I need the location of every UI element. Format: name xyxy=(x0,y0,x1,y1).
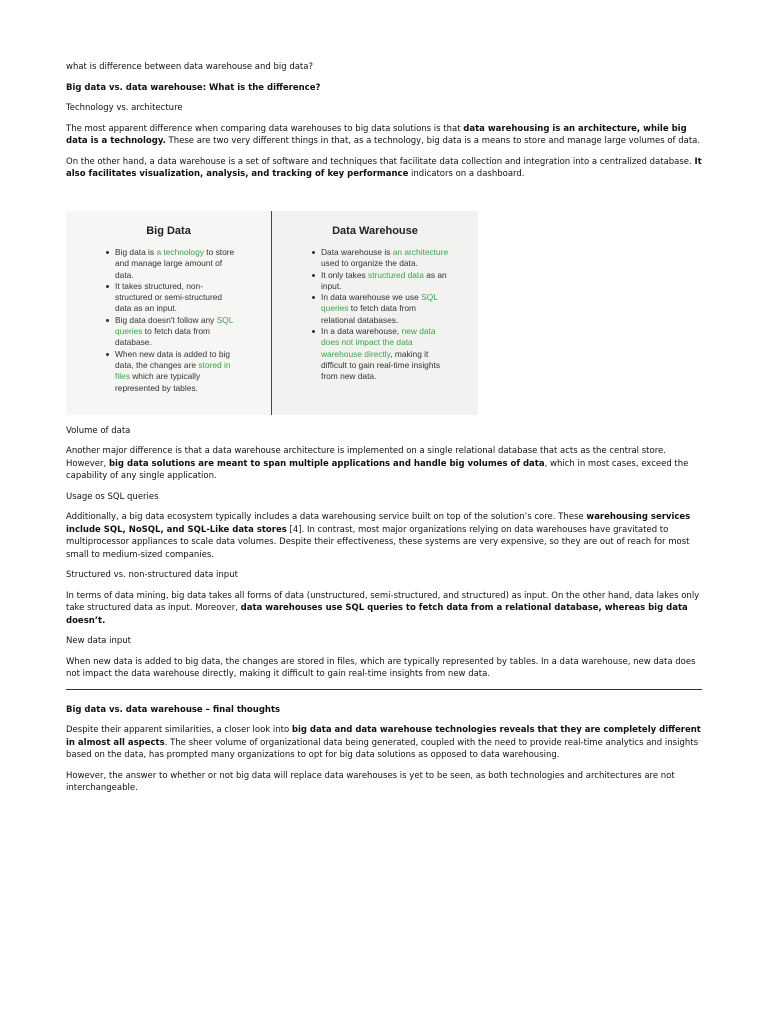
list-item: When new data is added to big data, the changes are stored in files which are typically represented by tables. xyxy=(106,349,236,394)
big-data-list xyxy=(106,247,236,394)
list-item: Big data is a technology to store and manage large amount of data. xyxy=(106,247,236,281)
section-title-structured: Structured vs. non-structured data input xyxy=(66,570,238,580)
paragraph-final-1: Despite their apparent similarities, a closer look into big data and data warehouse technologies reveals that they are completely different in almost all aspects. The sheer volume of organizational data being generated, coupled with the need to provide real-time analytics and insights based on the data, has prompted many organizations to opt for big data solutions as opposed to data warehousing. xyxy=(66,725,701,760)
data-warehouse-list xyxy=(312,247,452,383)
data-warehouse-panel xyxy=(272,211,478,415)
list-item: In a data warehouse, new data does not impact the data warehouse directly, making it difficult to gain real-time insights from new data. xyxy=(312,326,452,382)
paragraph-new-data: When new data is added to big data, the changes are stored in files, which are typically represented by tables. In a data warehouse, new data does not impact the data warehouse directly, making it difficult to gain real-time insights from new data. xyxy=(66,656,696,679)
section-title-sql: Usage os SQL queries xyxy=(66,491,159,502)
section-divider xyxy=(66,689,702,690)
paragraph-structured: In terms of data mining, big data takes all forms of data (unstructured, semi-structured, and structured) as input. On the other hand, data lakes only take structured data as input. Moreover, data warehouses use SQL queries to fetch data from a relational database, whereas big data doesn’t. xyxy=(66,590,700,626)
list-item: It only takes structured data as an input. xyxy=(312,270,452,293)
paragraph-volume: Another major difference is that a data warehouse architecture is implemented on a single relational database that acts as the central store. However, big data solutions are meant to span multiple applications and handle big volumes of data, which in most cases, exceed the capability of any single application. xyxy=(66,446,689,481)
paragraph-sql: Additionally, a big data ecosystem typically includes a data warehousing service built on top of the solution’s core. These warehousing services include SQL, NoSQL, and SQL-Like data stores [4]. In contrast, most major organizations relying on data warehouses have gravitated to multiprocessor appliances to scale data volumes. Despite their effectiveness, these systems are very expensive, so they are out of reach for most small to medium-sized companies. xyxy=(66,512,691,560)
paragraph-final-2: However, the answer to whether or not big data will replace data warehouses is yet to be seen, as both technologies and architectures are not interchangeable. xyxy=(66,770,675,793)
list-item: It takes structured, non-structured or semi-structured data as an input. xyxy=(106,281,236,315)
list-item: In data warehouse we use SQL queries to fetch data from relational databases. xyxy=(312,292,452,326)
paragraph-technology-2: On the other hand, a data warehouse is a set of software and techniques that facilitate data collection and integration into a centralized database. It also facilitates visualization, analysis, and tracking of key performance indicators on a dashboard. xyxy=(66,156,702,179)
section-title-new-data: New data input xyxy=(66,636,131,646)
question-line: what is difference between data warehouse and big data? xyxy=(66,62,313,72)
section-title-volume: Volume of data xyxy=(66,425,131,436)
document-page xyxy=(66,61,702,803)
big-data-title: Big Data xyxy=(146,224,191,237)
list-item: Data warehouse is an architecture used to organize the data. xyxy=(312,247,452,270)
comparison-figure xyxy=(66,211,478,415)
section-title-technology: Technology vs. architecture xyxy=(66,103,183,113)
big-data-panel xyxy=(66,211,271,415)
final-heading: Big data vs. data warehouse – final thoughts xyxy=(66,704,281,715)
main-heading: Big data vs. data warehouse: What is the difference? xyxy=(66,82,321,93)
data-warehouse-title: Data Warehouse xyxy=(332,224,418,237)
paragraph-technology-1: The most apparent difference when comparing data warehouses to big data solutions is that data warehousing is an architecture, while big data is a technology. These are two very different things in that, as a technology, big data is a means to store and manage large volumes of data. xyxy=(66,123,701,146)
list-item: Big data doesn't follow any SQL queries to fetch data from database. xyxy=(106,315,236,349)
